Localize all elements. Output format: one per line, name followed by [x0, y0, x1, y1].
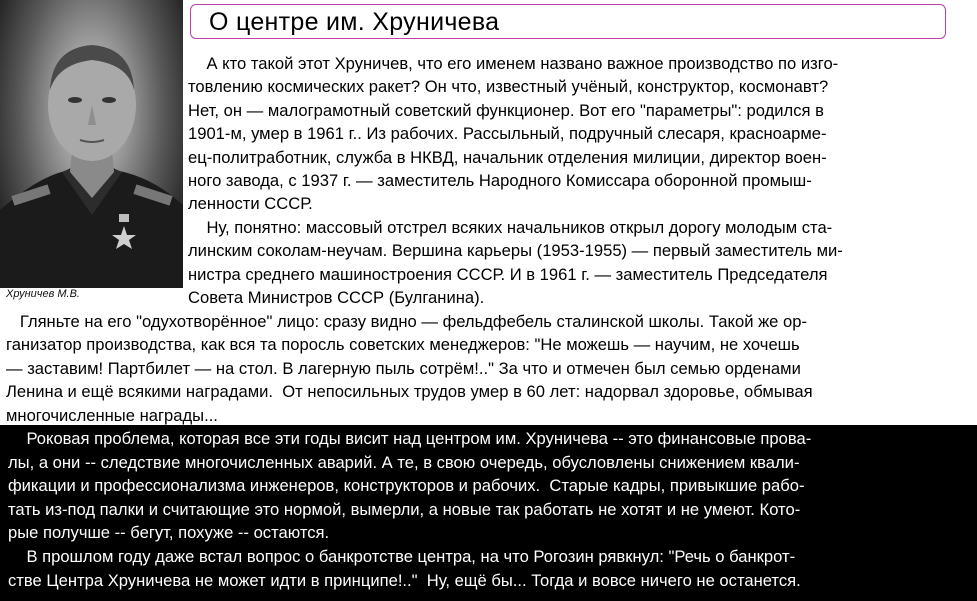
- text-line: Совета Министров СССР (Булганина).: [188, 288, 485, 308]
- text-line: нистра среднего машиностроения СССР. И в 1961 г. — заместитель Председателя: [188, 264, 828, 284]
- text-line: товлению космических ракет? Он что, известный учёный, конструктор, космонавт?: [188, 77, 829, 97]
- text-line: тать из-под палки и считающие это нормой, вымерли, а новые так работать не хотят и не умеют. Кото-: [8, 499, 801, 519]
- text-line: линским соколам-неучам. Вершина карьеры (1953-1955) — первый заместитель ми-: [188, 241, 843, 261]
- text-line: ец-политработник, служба в НКВД, начальник отделения милиции, директор воен-: [188, 147, 827, 167]
- text-line: стве Центра Хруничева не может идти в принципе!.." Ну, ещё бы... Тогда и вовсе ничего не останется.: [8, 570, 801, 590]
- photo-caption: Хруничев М.В.: [6, 288, 80, 300]
- page-title: О центре им. Хруничева: [209, 8, 500, 36]
- text-line: рые получше -- бегут, похуже -- остаются.: [8, 523, 330, 543]
- title-box: [190, 4, 946, 39]
- text-line: Нет, он — малограмотный советский функционер. Вот его "параметры": родился в: [188, 100, 824, 120]
- text-line: — заставим! Партбилет — на стол. В лагерную пыль сотрём!.." За что и отмечен был семью орденами: [6, 358, 801, 378]
- text-line: фикации и профессионализма инженеров, конструкторов и рабочих. Старые кадры, привыкшие рабо-: [8, 476, 805, 496]
- paragraph-face: [6, 310, 813, 427]
- paragraph-problem: [8, 427, 811, 592]
- text-line: 1901-м, умер в 1961 г.. Из рабочих. Рассыльный, подручный слесаря, красноарме-: [188, 124, 827, 144]
- text-line: А кто такой этот Хруничев, что его именем названо важное производство по изго-: [188, 54, 839, 73]
- text-line: В прошлом году даже встал вопрос о банкротстве центра, на что Рогозин рявкнул: "Речь о банкрот-: [8, 546, 796, 566]
- text-line: Гляньте на его "одухотворённое" лицо: сразу видно — фельдфебель сталинской школы. Такой же ор-: [6, 312, 807, 331]
- text-line: ганизатор производства, как вся та поросль советских менеджеров: "Не можешь — научим, не хочешь: [6, 335, 800, 355]
- portrait-illustration: [0, 0, 183, 288]
- text-line: Роковая проблема, которая все эти годы висит над центром им. Хруничева -- это финансовые прова-: [8, 429, 812, 448]
- text-line: многочисленные награды...: [6, 405, 218, 425]
- portrait-photo: [0, 0, 183, 288]
- text-line: Ленина и ещё всякими наградами. От непосильных трудов умер в 60 лет: надорвал здоровье, обмывая: [6, 382, 813, 402]
- text-line: ленности СССР.: [188, 194, 313, 214]
- text-line: Ну, понятно: массовый отстрел всяких начальников открыл дорогу молодым ста-: [188, 217, 833, 237]
- text-line: лы, а они -- следствие многочисленных аварий. А те, в свою очередь, обусловлены снижением квали-: [8, 452, 800, 472]
- paragraph-intro: [188, 52, 843, 309]
- text-line: ного завода, с 1937 г. — заместитель Народного Комиссара оборонной промыш-: [188, 171, 812, 191]
